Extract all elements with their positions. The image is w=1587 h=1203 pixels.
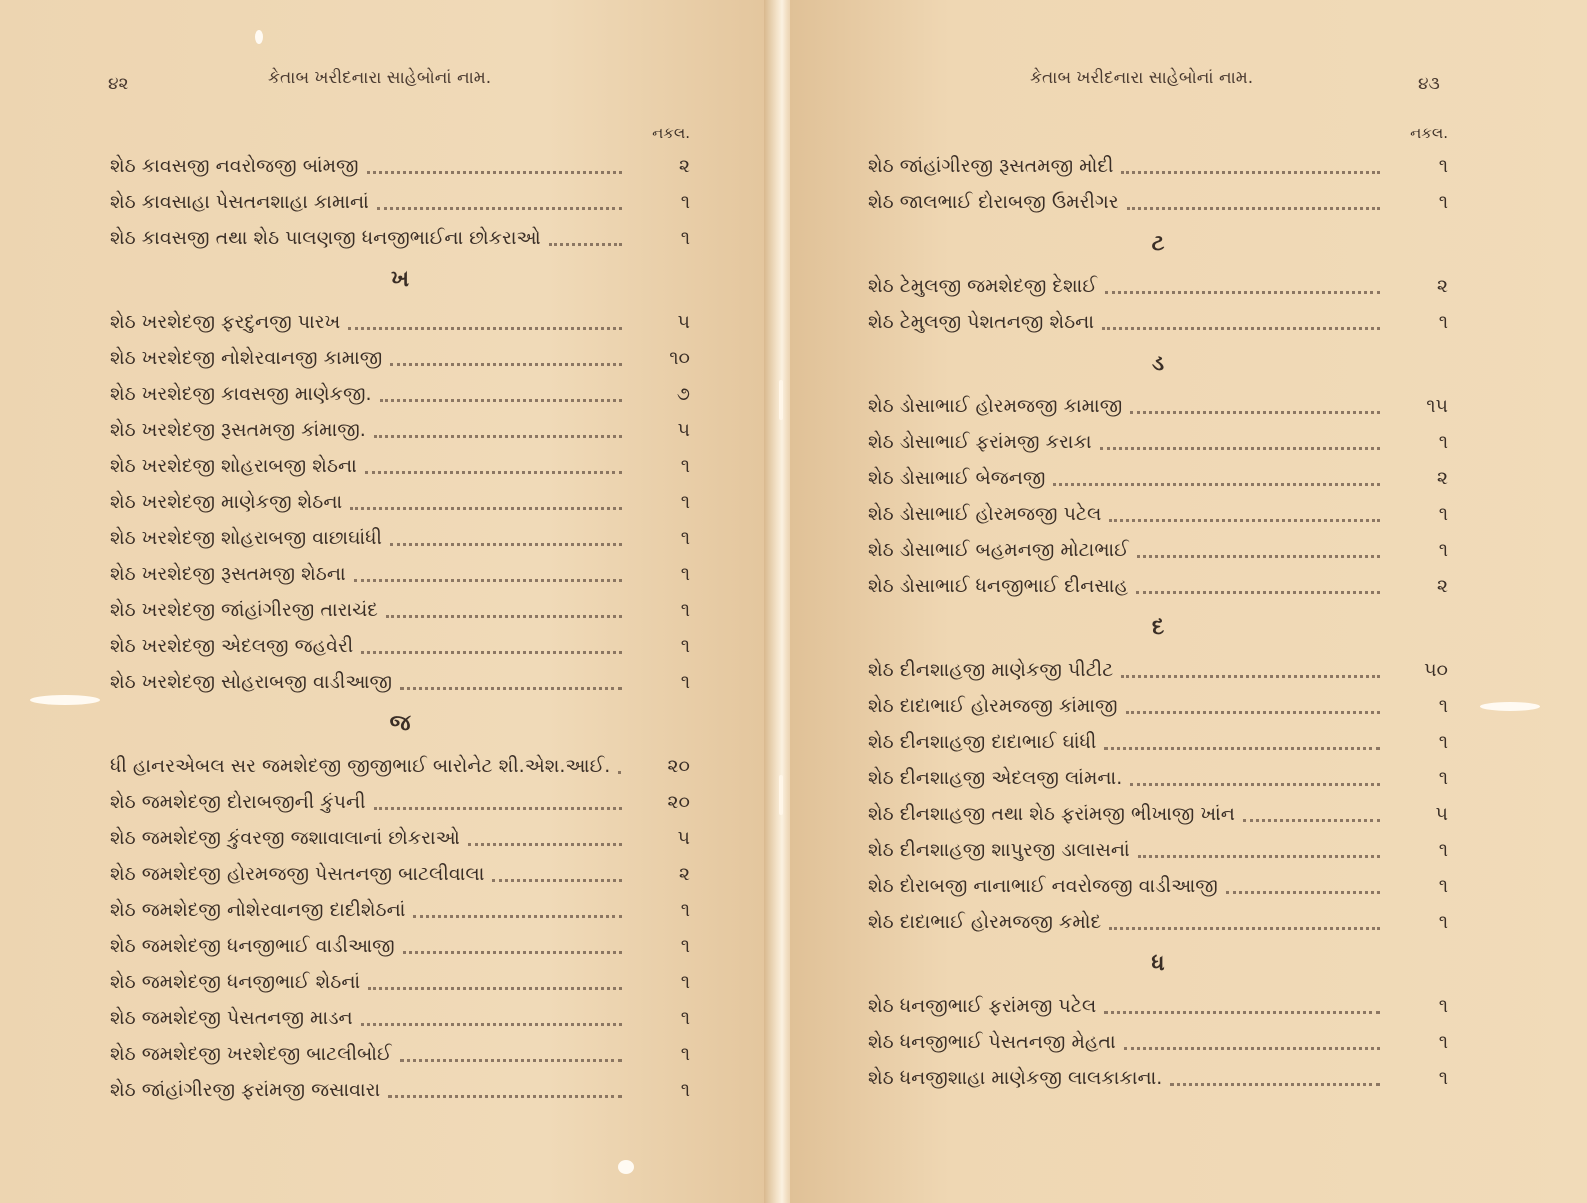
subscriber-name: શેઠ ખરશેદજી કાવસજી માણેકજી. (110, 383, 372, 405)
dot-leader (1136, 591, 1380, 594)
list-item (868, 148, 1448, 184)
list-item (110, 664, 690, 700)
copies-count: ૧ (680, 899, 690, 921)
list-item (868, 568, 1448, 604)
subscriber-name: શેઠ ડોસાભાઈ બહમનજી મોટાભાઈ (868, 539, 1129, 561)
section-letter: ખ (390, 267, 410, 292)
copies-count: ૧ (1438, 995, 1448, 1017)
dot-leader (1130, 411, 1380, 414)
copies-count: ૧ (1438, 539, 1448, 561)
copies-count: ૨૦ (667, 755, 690, 777)
subscriber-name: શેઠ દોરાબજી નાનાભાઈ નવરોજજી વાડીઆજી (868, 875, 1218, 897)
list-item (110, 748, 690, 784)
subscriber-name: શેઠ દાદાભાઈ હોરમજજી કમોદ (868, 911, 1102, 933)
subscriber-name: શેઠ જમશેદજી નોશેરવાનજી દાદીશેઠનાં (110, 899, 406, 921)
dot-leader (390, 363, 622, 366)
right-page (790, 0, 1587, 1203)
page-number: ૪૩ (1418, 74, 1440, 94)
list-item (110, 784, 690, 820)
copies-count: ૫ (1435, 803, 1448, 825)
dot-leader (388, 1095, 622, 1098)
list-item (110, 340, 690, 376)
subscriber-name: શેઠ ટેમુલજી પેશતનજી શેઠના (868, 311, 1094, 333)
dot-leader (1104, 747, 1380, 750)
subscriber-name: શેઠ ધનજીભાઈ ફરાંમજી પટેલ (868, 995, 1097, 1017)
running-header: કેતાબ ખરીદનારા સાહેબોનાં નામ. (268, 68, 492, 88)
page-number: ૪૨ (108, 74, 129, 94)
copies-count: ૧ (1438, 911, 1448, 933)
subscriber-name: શેઠ ડોસાભાઈ હોરમજજી કામાજી (868, 395, 1123, 417)
copies-count: ૫૦ (1424, 659, 1448, 681)
list-item (110, 1072, 690, 1108)
dot-leader (368, 987, 622, 990)
copies-count: ૧ (1438, 1067, 1448, 1089)
subscriber-name: શેઠ ખરશેદજી ફરદુનજી પારખ (110, 311, 341, 333)
list-item (868, 760, 1448, 796)
paper-damage (255, 30, 263, 44)
section-letter: ધ (1151, 951, 1165, 976)
copies-count: ૧ (680, 599, 690, 621)
subscriber-name: શેઠ ખરશેદજી નોશેરવાનજી કામાજી (110, 347, 383, 369)
copies-count: ૧ (680, 635, 690, 657)
paper-damage (618, 1160, 634, 1174)
copies-count: ૫ (677, 311, 690, 333)
list-item (110, 820, 690, 856)
subscriber-name: શેઠ ટેમુલજી જમશેદજી દેશાઈ (868, 275, 1097, 297)
subscriber-name: શેઠ ખરશેદજી જાંહાંગીરજી તારાચંદ (110, 599, 378, 621)
list-item (110, 412, 690, 448)
copies-count: ૧ (1438, 695, 1448, 717)
subscriber-name: શેઠ જાંહાંગીરજી રૂસતમજી મોદી (868, 155, 1114, 177)
list-item (110, 964, 690, 1000)
subscriber-name: શેઠ દીનશાહજી તથા શેઠ ફરાંમજી ભીખાજી ખાંન (868, 803, 1235, 825)
list-item (110, 892, 690, 928)
subscriber-list (110, 118, 690, 1108)
dot-leader (374, 807, 622, 810)
dot-leader (549, 243, 622, 246)
dot-leader (1243, 819, 1380, 822)
copies-count: ૧ (680, 527, 690, 549)
dot-leader (390, 543, 622, 546)
copies-count: ૭ (676, 383, 690, 405)
copies-count: ૧ (680, 1079, 690, 1101)
subscriber-name: શેઠ જમશેદજી પેસતનજી માડન (110, 1007, 353, 1029)
copies-count: ૧ (680, 971, 690, 993)
dot-leader (1121, 171, 1380, 174)
subscriber-list (868, 118, 1448, 1096)
copies-count: ૫ (677, 419, 690, 441)
entry-blocks (868, 148, 1448, 1096)
dot-leader (1100, 447, 1380, 450)
list-item (110, 856, 690, 892)
copies-count: ૧૫ (1426, 395, 1448, 417)
subscriber-name: શેઠ દીનશાહજી માણેકજી પીટીટ (868, 659, 1114, 681)
copies-count: ૧૦ (669, 347, 690, 369)
section-letter: ડ (1151, 351, 1165, 376)
subscriber-name: શેઠ દાદાભાઈ હોરમજજી કાંમાજી (868, 695, 1118, 717)
list-item (110, 520, 690, 556)
list-item (868, 988, 1448, 1024)
copies-count: ૧ (1438, 431, 1448, 453)
subscriber-name: શેઠ ડોસાભાઈ બેજનજી (868, 467, 1046, 489)
binding-thread (779, 380, 783, 420)
subscriber-name: શેઠ જમશેદજી ધનજીભાઈ શેઠનાં (110, 971, 361, 993)
dot-leader (1130, 783, 1380, 786)
dot-leader (413, 915, 622, 918)
subscriber-name: શેઠ કાવસાહા પેસતનશાહા કામાનાં (110, 191, 369, 213)
copies-count: ૨૦ (667, 791, 690, 813)
dot-leader (1170, 1083, 1380, 1086)
list-item (110, 628, 690, 664)
list-item (110, 304, 690, 340)
section-letter: ટ (1151, 231, 1165, 256)
subscriber-name: શેઠ દીનશાહજી શાપુરજી ડાલાસનાં (868, 839, 1130, 861)
copies-count: ૨ (1436, 467, 1448, 489)
subscriber-name: શેઠ ખરશેદજી શોહરાબજી શેઠના (110, 455, 357, 477)
copies-count: ૧ (680, 455, 690, 477)
subscriber-name: શેઠ ધનજીભાઈ પેસતનજી મેહતા (868, 1031, 1116, 1053)
list-item (868, 796, 1448, 832)
paper-damage (30, 695, 100, 705)
subscriber-name: શેઠ જમશેદજી દોરાબજીની કુંપની (110, 791, 366, 813)
subscriber-name: શેઠ દીનશાહજી એદલજી લાંમના. (868, 767, 1123, 789)
paper-damage (1480, 702, 1540, 711)
copies-count: ૧ (1438, 155, 1448, 177)
subscriber-name: શેઠ જમશેદજી ધનજીભાઈ વાડીઆજી (110, 935, 395, 957)
dot-leader (1102, 327, 1380, 330)
subscriber-name: શેઠ ખરશેદજી સોહરાબજી વાડીઆજી (110, 671, 393, 693)
list-item (110, 592, 690, 628)
copies-count: ૧ (680, 1007, 690, 1029)
copies-count: ૨ (678, 155, 690, 177)
dot-leader (350, 507, 622, 510)
list-item (868, 1060, 1448, 1096)
subscriber-name: શેઠ દીનશાહજી દાદાભાઈ ઘાંધી (868, 731, 1097, 753)
list-item (110, 928, 690, 964)
subscriber-name: શેઠ જમશેદજી હોરમજજી પેસતનજી બાટલીવાલા (110, 863, 485, 885)
copies-count: ૧ (1438, 1031, 1448, 1053)
dot-leader (1053, 483, 1380, 486)
dot-leader (361, 1023, 622, 1026)
copies-count: ૧ (680, 935, 690, 957)
copies-count: ૧ (680, 563, 690, 585)
list-item (868, 496, 1448, 532)
copies-count: ૧ (680, 191, 690, 213)
list-item (110, 148, 690, 184)
dot-leader (365, 471, 622, 474)
list-item (868, 460, 1448, 496)
list-item (110, 376, 690, 412)
list-item (110, 1036, 690, 1072)
left-page (0, 0, 780, 1203)
dot-leader (1138, 855, 1380, 858)
list-item (868, 652, 1448, 688)
dot-leader (492, 879, 622, 882)
list-item (868, 1024, 1448, 1060)
dot-leader (1121, 675, 1380, 678)
dot-leader (1109, 519, 1380, 522)
dot-leader (1137, 555, 1380, 558)
dot-leader (400, 1059, 622, 1062)
entry-blocks (110, 148, 690, 1108)
copies-count: ૫ (677, 827, 690, 849)
subscriber-name: શેઠ ખરશેદજી રૂસતમજી કાંમાજી. (110, 419, 366, 441)
dot-leader (367, 171, 622, 174)
subscriber-name: શેઠ જાલભાઈ દોરાબજી ઉમરીગર (868, 191, 1119, 213)
list-item (110, 1000, 690, 1036)
dot-leader (468, 843, 622, 846)
dot-leader (618, 771, 622, 774)
list-item (868, 904, 1448, 940)
binding-thread (779, 775, 783, 815)
list-item (868, 268, 1448, 304)
dot-leader (1226, 891, 1380, 894)
list-item (868, 832, 1448, 868)
copies-count: ૧ (1438, 503, 1448, 525)
copies-count: ૧ (680, 671, 690, 693)
copies-column-header: નકલ. (652, 124, 690, 142)
subscriber-name: શેઠ ખરશેદજી રૂસતમજી શેઠના (110, 563, 346, 585)
dot-leader (1124, 1047, 1380, 1050)
copies-count: ૧ (680, 227, 690, 249)
dot-leader (348, 327, 622, 330)
subscriber-name: શેઠ ડોસાભાઈ ધનજીભાઈ દીનસાહ (868, 575, 1128, 597)
copies-count: ૨ (1436, 575, 1448, 597)
list-item (868, 724, 1448, 760)
subscriber-name: શેઠ ડોસાભાઈ ફરાંમજી કરાકા (868, 431, 1092, 453)
list-item (868, 868, 1448, 904)
subscriber-name: ધી હાનરએબલ સર જમશેદજી જીજીભાઈ બારોનેટ શી.એશ.આઈ. (110, 755, 611, 777)
running-header: કેતાબ ખરીદનારા સાહેબોનાં નામ. (1030, 68, 1254, 88)
list-item (110, 220, 690, 256)
list-item (110, 184, 690, 220)
section-letter: દ (1151, 615, 1165, 640)
dot-leader (361, 651, 622, 654)
dot-leader (1127, 207, 1380, 210)
subscriber-name: શેઠ જમશેદજી કુંવરજી જશાવાલાનાં છોકરાઓ (110, 827, 460, 849)
copies-count: ૧ (1438, 875, 1448, 897)
dot-leader (1104, 1011, 1380, 1014)
list-item (868, 184, 1448, 220)
subscriber-name: શેઠ કાવસજી નવરોજજી બાંમજી (110, 155, 359, 177)
list-item (110, 484, 690, 520)
list-item (868, 388, 1448, 424)
copies-count: ૧ (1438, 731, 1448, 753)
dot-leader (403, 951, 622, 954)
dot-leader (1105, 291, 1380, 294)
list-item (110, 448, 690, 484)
section-letter: જ (389, 711, 411, 736)
list-item (868, 688, 1448, 724)
dot-leader (377, 207, 622, 210)
copies-count: ૧ (680, 491, 690, 513)
list-item (868, 304, 1448, 340)
dot-leader (386, 615, 622, 618)
dot-leader (380, 399, 622, 402)
dot-leader (400, 687, 622, 690)
dot-leader (374, 435, 622, 438)
copies-count: ૧ (1438, 767, 1448, 789)
subscriber-name: શેઠ જાંહાંગીરજી ફરાંમજી જસાવારા (110, 1079, 381, 1101)
copies-count: ૧ (1438, 191, 1448, 213)
list-item (110, 556, 690, 592)
subscriber-name: શેઠ ખરશેદજી શોહરાબજી વાછાઘાંધી (110, 527, 382, 549)
subscriber-name: શેઠ જમશેદજી ખરશેદજી બાટલીબોઈ (110, 1043, 392, 1065)
copies-count: ૧ (1438, 311, 1448, 333)
dot-leader (1126, 711, 1380, 714)
subscriber-name: શેઠ ખરશેદજી એદલજી જહવેરી (110, 635, 354, 657)
dot-leader (1109, 927, 1380, 930)
copies-count: ૨ (678, 863, 690, 885)
copies-count: ૧ (1438, 839, 1448, 861)
copies-count: ૧ (680, 1043, 690, 1065)
subscriber-name: શેઠ ખરશેદજી માણેકજી શેઠના (110, 491, 343, 513)
subscriber-name: શેઠ ડોસાભાઈ હોરમજજી પટેલ (868, 503, 1102, 525)
list-item (868, 532, 1448, 568)
dot-leader (354, 579, 622, 582)
subscriber-name: શેઠ ધનજીશાહા માણેકજી લાલકાકાના. (868, 1067, 1163, 1089)
copies-count: ૨ (1436, 275, 1448, 297)
copies-column-header: નકલ. (1410, 124, 1448, 142)
list-item (868, 424, 1448, 460)
subscriber-name: શેઠ કાવસજી તથા શેઠ પાલણજી ધનજીભાઈના છોકરાઓ (110, 227, 541, 249)
